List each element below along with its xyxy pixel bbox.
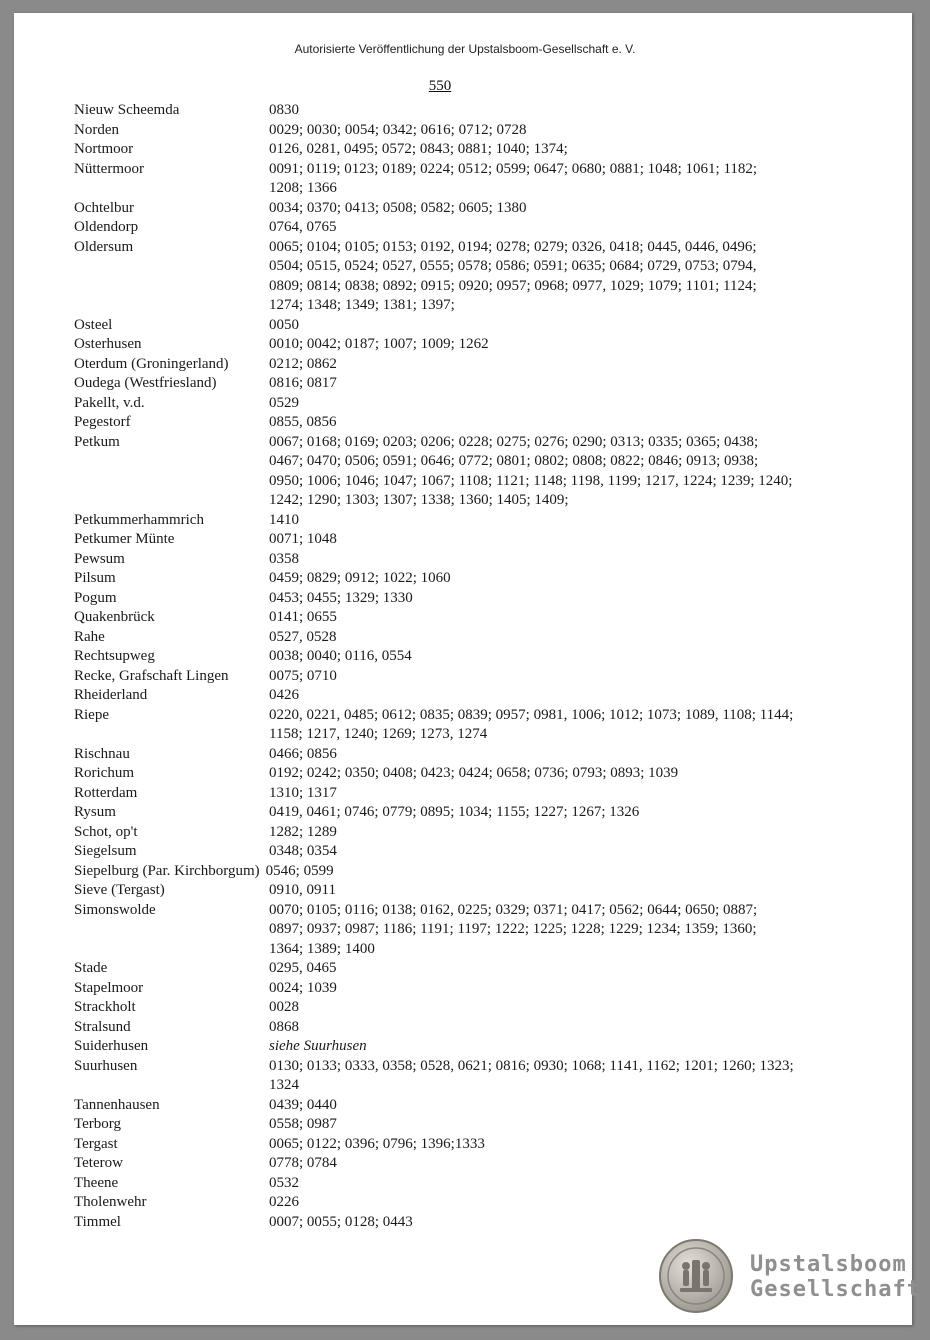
reference-numbers: 0358 — [269, 550, 299, 567]
reference-numbers: 0830 — [269, 102, 299, 118]
index-entry — [74, 335, 794, 355]
seal-icon — [658, 1238, 734, 1314]
place-name: Nüttermoor — [74, 160, 144, 177]
place-name: Suurhusen — [74, 1057, 138, 1074]
index-entry — [74, 823, 794, 843]
index-entry — [74, 784, 794, 804]
index-entry — [74, 589, 794, 609]
place-name: Recke, Grafschaft Lingen — [74, 667, 229, 684]
place-name: Oldendorp — [74, 219, 139, 235]
place-name: Suiderhusen — [74, 1038, 149, 1054]
place-index — [74, 101, 794, 1232]
reference-numbers: 0028 — [269, 999, 299, 1015]
place-name: Nortmoor — [74, 141, 134, 157]
index-entry — [74, 647, 794, 667]
index-entry — [74, 608, 794, 628]
index-entry — [74, 706, 794, 745]
index-entry — [74, 1115, 794, 1135]
place-name: Teterow — [74, 1155, 123, 1171]
reference-numbers: 0034; 0370; 0413; 0508; 0582; 0605; 1380 — [269, 199, 527, 216]
place-name: Nieuw Scheemda — [74, 102, 180, 118]
index-entry — [74, 998, 794, 1018]
index-entry — [74, 979, 794, 999]
index-entry — [74, 1154, 794, 1174]
reference-numbers: 0065; 0104; 0105; 0153; 0192, 0194; 0278; 0279; 0326, 0418; 0445, 0446, 0496; 0504; 0515, 0524; 0527, 0555; 0578; 0586; 0591; 0635; 0684; 0729, 0753; 0794, 0809; 0814; 0838; 0892; 0915; 0920; 0957; 0968; 0977, 1029; 1079; 1101; 1124; 1274; 1348; 1349; 1381; 1397; — [269, 238, 757, 313]
reference-numbers: 0220, 0221, 0485; 0612; 0835; 0839; 0957; 0981, 1006; 1012; 1073; 1089, 1108; 1144; 1158; 1217, 1240; 1269; 1273, 1274 — [269, 706, 794, 742]
reference-numbers: 0070; 0105; 0116; 0138; 0162, 0225; 0329; 0371; 0417; 0562; 0644; 0650; 0887; 0897; 0937; 0987; 1186; 1191; 1197; 1222; 1225; 1228; 1229; 1234; 1359; 1360; 1364; 1389; 1400 — [269, 901, 758, 957]
reference-numbers: 0007; 0055; 0128; 0443 — [269, 1213, 413, 1230]
index-entry — [74, 101, 794, 121]
place-name: Siepelburg (Par. Kirchborgum) — [74, 862, 260, 879]
place-name: Oudega (Westfriesland) — [74, 375, 217, 391]
index-entry — [74, 511, 794, 531]
index-entry — [74, 1213, 794, 1233]
reference-numbers: 0466; 0856 — [269, 745, 337, 762]
reference-numbers: 0532 — [269, 1174, 299, 1191]
place-name: Stralsund — [74, 1018, 131, 1035]
reference-numbers: 0091; 0119; 0123; 0189; 0224; 0512; 0599; 0647; 0680; 0881; 1048; 1061; 1182; 1208; 1366 — [269, 160, 758, 196]
index-entry — [74, 121, 794, 141]
reference-numbers: 0546; 0599 — [265, 862, 334, 879]
place-name: Pegestorf — [74, 414, 131, 430]
place-name: Rysum — [74, 804, 116, 820]
index-entry — [74, 1057, 794, 1096]
reference-numbers: 0010; 0042; 0187; 1007; 1009; 1262 — [269, 336, 489, 352]
reference-numbers: 0067; 0168; 0169; 0203; 0206; 0228; 0275; 0276; 0290; 0313; 0335; 0365; 0438; 0467; 0470; 0506; 0591; 0646; 0772; 0801; 0802; 0808; 0822; 0846; 0913; 0938; 0950; 1006; 1046; 1047; 1067; 1108; 1121; 1148; 1198, 1199; 1217, 1224; 1239; 1240; 1242; 1290; 1303; 1307; 1338; 1360; 1405; 1409; — [269, 433, 793, 508]
place-name: Oterdum (Groningerland) — [74, 355, 229, 372]
reference-numbers: 0529 — [269, 394, 299, 411]
place-name: Rotterdam — [74, 784, 138, 801]
index-entry — [74, 842, 794, 862]
reference-numbers: 1310; 1317 — [269, 784, 337, 801]
reference-numbers: 0778; 0784 — [269, 1155, 337, 1171]
place-name: Oldersum — [74, 238, 134, 255]
index-entry — [74, 550, 794, 570]
reference-numbers: 0075; 0710 — [269, 667, 337, 684]
place-name: Terborg — [74, 1116, 121, 1132]
index-entry — [74, 628, 794, 648]
place-name: Rischnau — [74, 745, 130, 762]
place-name: Strackholt — [74, 999, 136, 1015]
reference-numbers: 0459; 0829; 0912; 1022; 1060 — [269, 570, 451, 586]
index-entry — [74, 1037, 794, 1057]
place-name: Osterhusen — [74, 336, 142, 352]
reference-numbers: siehe Suurhusen — [269, 1038, 367, 1054]
reference-numbers: 0855, 0856 — [269, 414, 337, 430]
index-entry — [74, 1174, 794, 1194]
logo-line-1: Upstalsboom — [750, 1252, 907, 1277]
place-name: Tholenwehr — [74, 1194, 147, 1210]
reference-numbers: 0192; 0242; 0350; 0408; 0423; 0424; 0658; 0736; 0793; 0893; 1039 — [269, 765, 679, 781]
reference-numbers: 0419, 0461; 0746; 0779; 0895; 1034; 1155; 1227; 1267; 1326 — [269, 804, 640, 820]
index-entry — [74, 374, 794, 394]
index-entry — [74, 160, 794, 199]
reference-numbers: 0426 — [269, 687, 299, 703]
index-entry — [74, 569, 794, 589]
reference-numbers: 0226 — [269, 1194, 299, 1210]
page-header: Autorisierte Veröffentlichung der Upstalsboom-Gesellschaft e. V. — [294, 42, 636, 56]
reference-numbers: 0212; 0862 — [269, 355, 337, 372]
logo-line-2: Gesellschaft — [750, 1277, 921, 1302]
place-name: Pogum — [74, 589, 117, 606]
index-entry — [74, 1135, 794, 1155]
place-name: Petkum — [74, 433, 120, 450]
place-name: Siegelsum — [74, 843, 137, 859]
page-number: 550 — [428, 78, 452, 94]
index-entry — [74, 803, 794, 823]
reference-numbers: 0126, 0281, 0495; 0572; 0843; 0881; 1040; 1374; — [269, 141, 568, 157]
place-name: Rorichum — [74, 765, 134, 781]
place-name: Stapelmoor — [74, 979, 144, 996]
reference-numbers: 0816; 0817 — [269, 375, 337, 391]
place-name: Tannenhausen — [74, 1096, 160, 1113]
place-name: Rechtsupweg — [74, 648, 155, 664]
index-entry — [74, 433, 794, 511]
reference-numbers: 1410 — [269, 511, 299, 528]
index-entry — [74, 881, 794, 901]
reference-numbers: 0868 — [269, 1018, 299, 1035]
index-entry — [74, 218, 794, 238]
place-name: Stade — [74, 960, 108, 976]
logo-text — [750, 1252, 921, 1302]
reference-numbers: 0130; 0133; 0333, 0358; 0528, 0621; 0816; 0930; 1068; 1141, 1162; 1201; 1260; 1323; 1324 — [269, 1057, 794, 1093]
reference-numbers: 0065; 0122; 0396; 0796; 1396;1333 — [269, 1135, 485, 1152]
reference-numbers: 0453; 0455; 1329; 1330 — [269, 589, 413, 606]
index-entry — [74, 959, 794, 979]
index-entry — [74, 1096, 794, 1116]
reference-numbers: 0439; 0440 — [269, 1096, 337, 1113]
reference-numbers: 0050 — [269, 316, 299, 333]
index-entry — [74, 413, 794, 433]
reference-numbers: 0348; 0354 — [269, 843, 337, 859]
place-name: Schot, op't — [74, 823, 138, 840]
index-entry — [74, 862, 794, 882]
place-name: Pilsum — [74, 570, 116, 586]
reference-numbers: 0295, 0465 — [269, 960, 337, 976]
place-name: Petkummerhammrich — [74, 511, 204, 528]
place-name: Rahe — [74, 628, 105, 645]
index-entry — [74, 686, 794, 706]
reference-numbers: 0071; 1048 — [269, 531, 337, 547]
place-name: Riepe — [74, 706, 109, 723]
reference-numbers: 0024; 1039 — [269, 979, 337, 996]
place-name: Sieve (Tergast) — [74, 882, 165, 898]
index-entry — [74, 355, 794, 375]
reference-numbers: 0764, 0765 — [269, 219, 337, 235]
reference-numbers: 0558; 0987 — [269, 1116, 337, 1132]
place-name: Ochtelbur — [74, 199, 134, 216]
place-name: Norden — [74, 121, 119, 138]
index-entry — [74, 1018, 794, 1038]
place-name: Pakellt, v.d. — [74, 394, 145, 411]
index-entry — [74, 394, 794, 414]
index-entry — [74, 140, 794, 160]
reference-numbers: 0910, 0911 — [269, 882, 336, 898]
index-entry — [74, 316, 794, 336]
place-name: Simonswolde — [74, 901, 156, 918]
place-name: Pewsum — [74, 550, 125, 567]
place-name: Osteel — [74, 316, 113, 333]
reference-numbers: 0527, 0528 — [269, 628, 337, 645]
index-entry — [74, 530, 794, 550]
upstalsboom-logo — [658, 1232, 921, 1312]
index-entry — [74, 667, 794, 687]
place-name: Timmel — [74, 1213, 121, 1230]
reference-numbers: 0141; 0655 — [269, 609, 337, 625]
place-name: Tergast — [74, 1135, 118, 1152]
reference-numbers: 1282; 1289 — [269, 823, 337, 840]
place-name: Petkumer Münte — [74, 531, 175, 547]
index-entry — [74, 238, 794, 316]
index-entry — [74, 901, 794, 960]
place-name: Rheiderland — [74, 687, 148, 703]
reference-numbers: 0038; 0040; 0116, 0554 — [269, 648, 412, 664]
index-entry — [74, 764, 794, 784]
index-entry — [74, 1193, 794, 1213]
index-entry — [74, 745, 794, 765]
place-name: Quakenbrück — [74, 609, 155, 625]
index-entry — [74, 199, 794, 219]
place-name: Theene — [74, 1174, 119, 1191]
reference-numbers: 0029; 0030; 0054; 0342; 0616; 0712; 0728 — [269, 121, 527, 138]
